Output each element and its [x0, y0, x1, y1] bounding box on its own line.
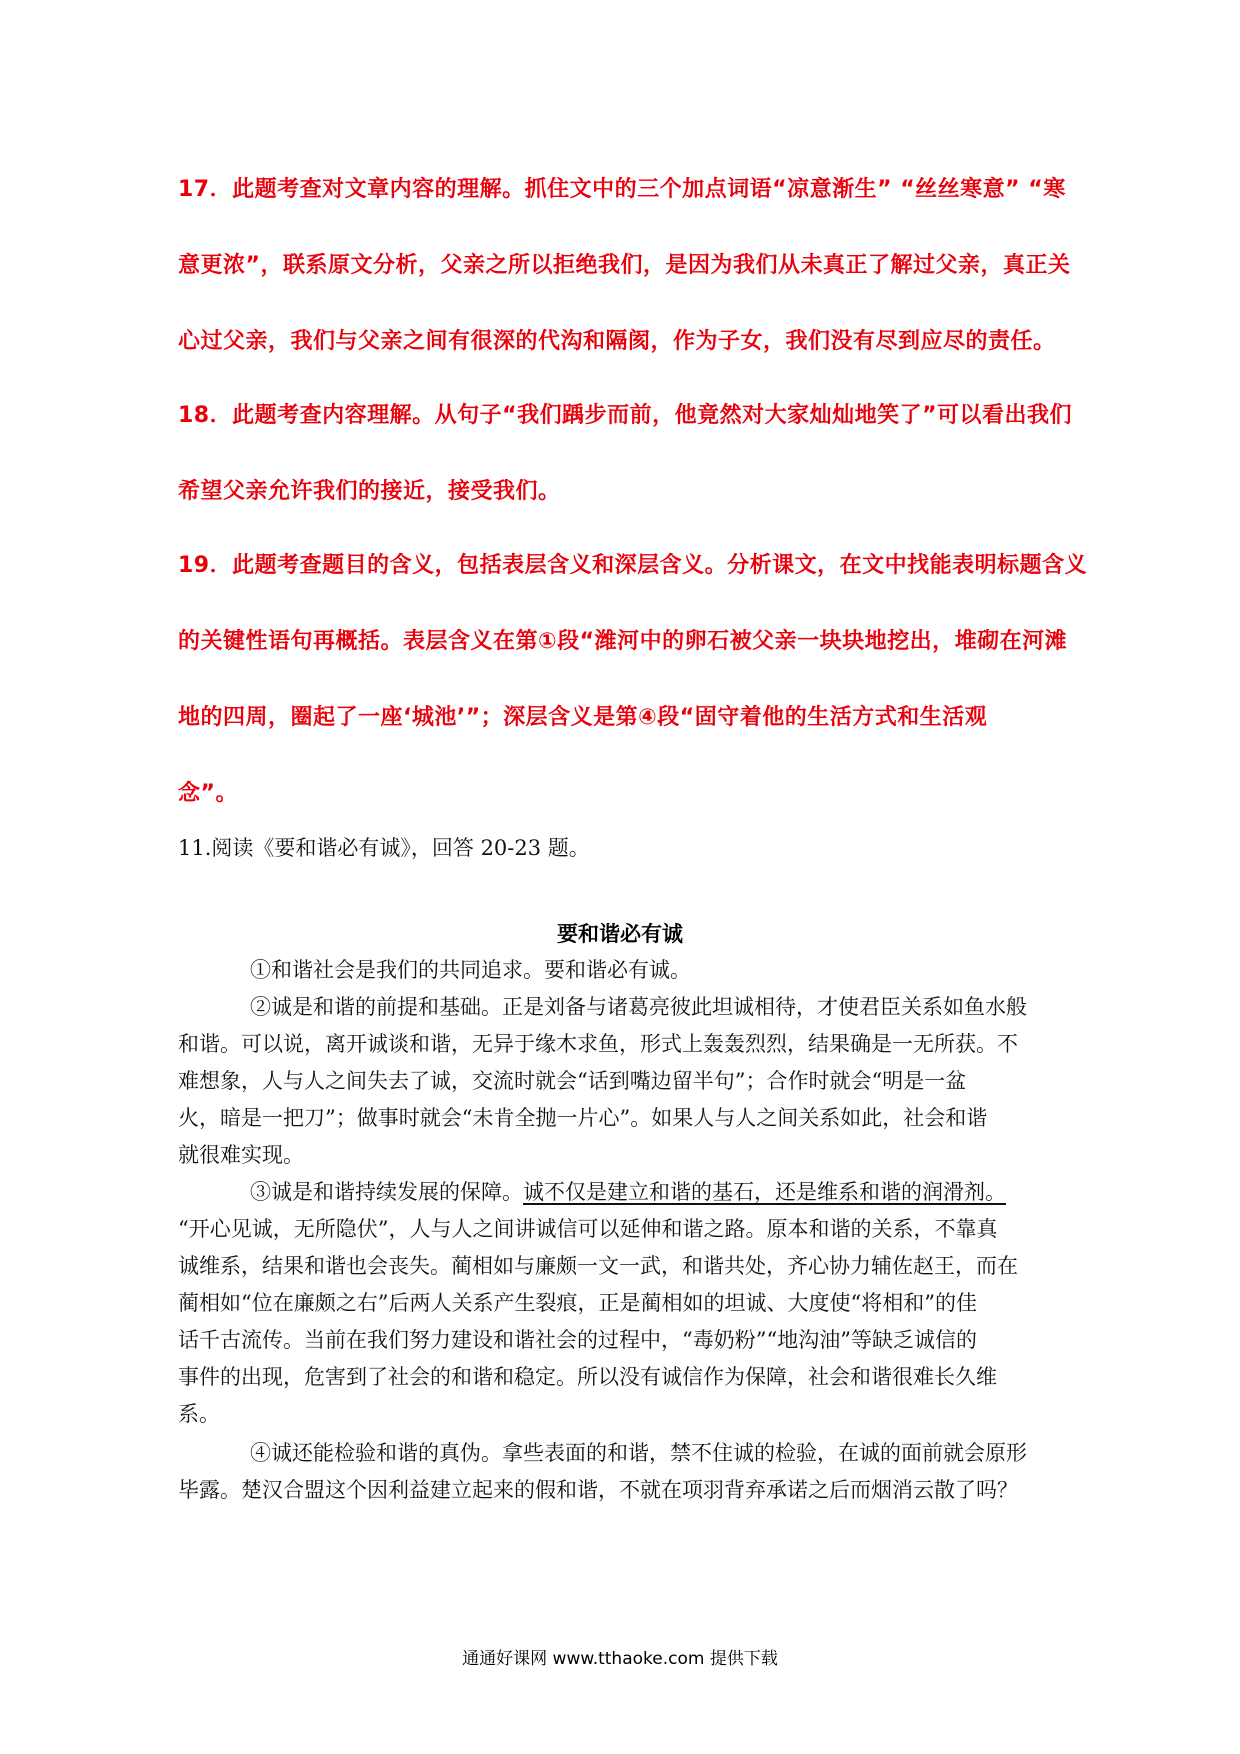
page-footer: 通通好课网 www.tthaoke.com 提供下载 — [462, 1649, 778, 1669]
article-title: 要和谐必有诚 — [557, 921, 683, 946]
paragraph-3-line-1 — [250, 1176, 1140, 1206]
paragraph-2-line-1: ②诚是和谐的前提和基础。正是刘备与诸葛亮彼此坦诚相待，才使君臣关系如鱼水般 — [250, 995, 1027, 1019]
answer-18-line-2: 希望父亲允许我们的接近，接受我们。 — [178, 479, 561, 504]
paragraph-2-line-2: 和谐。可以说，离开诚谈和谐，无异于缘木求鱼，形式上轰轰烈烈，结果确是一无所获。不 — [178, 1032, 1018, 1056]
answer-19-line-3: 地的四周，圈起了一座‘城池’”；深层含义是第④段“固守着他的生活方式和生活观 — [178, 705, 988, 730]
paragraph-2-line-4: 火，暗是一把刀”；做事时就会“未肯全抛一片心”。如果人与人之间关系如此，社会和谐 — [178, 1106, 988, 1130]
answer-17-line-3: 心过父亲，我们与父亲之间有很深的代沟和隔阂，作为子女，我们没有尽到应尽的责任。 — [178, 329, 1056, 354]
underlined-sentence: 诚不仅是建立和谐的基石，还是维系和谐的润滑剂。 — [523, 1180, 1006, 1204]
paragraph-3-line-2: “开心见诚，无所隐伏”，人与人之间讲诚信可以延伸和谐之路。原本和谐的关系，不靠真 — [178, 1217, 998, 1241]
paragraph-3-line-6: 事件的出现，危害到了社会的和谐和稳定。所以没有诚信作为保障，社会和谐很难长久维 — [178, 1365, 997, 1389]
paragraph-3-line-5: 话千古流传。当前在我们努力建设和谐社会的过程中，“毒奶粉”“地沟油”等缺乏诚信的 — [178, 1328, 977, 1352]
answer-19-line-1: 19．此题考查题目的含义，包括表层含义和深层含义。分析课文，在文中找能表明标题含义 — [178, 553, 1088, 578]
paragraph-4-line-1: ④诚还能检验和谐的真伪。拿些表面的和谐，禁不住诚的检验，在诚的面前就会原形 — [250, 1441, 1027, 1465]
paragraph-3-lead: ③诚是和谐持续发展的保障。 — [250, 1180, 523, 1204]
answer-19-line-4: 念”。 — [178, 781, 238, 806]
paragraph-3-line-4: 蔺相如“位在廉颇之右”后两人关系产生裂痕，正是蔺相如的坦诚、大度使“将相和”的佳 — [178, 1291, 977, 1315]
answer-17-line-2: 意更浓”，联系原文分析，父亲之所以拒绝我们，是因为我们从未真正了解过父亲，真正关 — [178, 253, 1071, 278]
paragraph-3-line-7: 系。 — [178, 1402, 220, 1426]
answer-18-line-1: 18．此题考查内容理解。从句子“我们踽步而前，他竟然对大家灿灿地笑了”可以看出我们 — [178, 403, 1073, 428]
answer-17-line-1: 17．此题考查对文章内容的理解。抓住文中的三个加点词语“凉意渐生” “丝丝寒意” “寒 — [178, 177, 1066, 202]
answer-19-line-2: 的关键性语句再概括。表层含义在第①段“潍河中的卵石被父亲一块块地挖出，堆砌在河滩 — [178, 629, 1068, 654]
question-intro: 11.阅读《要和谐必有诚》，回答 20-23 题。 — [178, 836, 590, 860]
paragraph-4-line-2: 毕露。楚汉合盟这个因利益建立起来的假和谐，不就在项羽背弃承诺之后而烟消云散了吗？ — [178, 1478, 1018, 1502]
paragraph-3-line-3: 诚维系，结果和谐也会丧失。蔺相如与廉颇一文一武，和谐共处，齐心协力辅佐赵王，而在 — [178, 1254, 1018, 1278]
paragraph-2-line-5: 就很难实现。 — [178, 1143, 304, 1167]
paragraph-1: ①和谐社会是我们的共同追求。要和谐必有诚。 — [250, 958, 691, 982]
paragraph-2-line-3: 难想象，人与人之间失去了诚，交流时就会“话到嘴边留半句”；合作时就会“明是一盆 — [178, 1069, 967, 1093]
